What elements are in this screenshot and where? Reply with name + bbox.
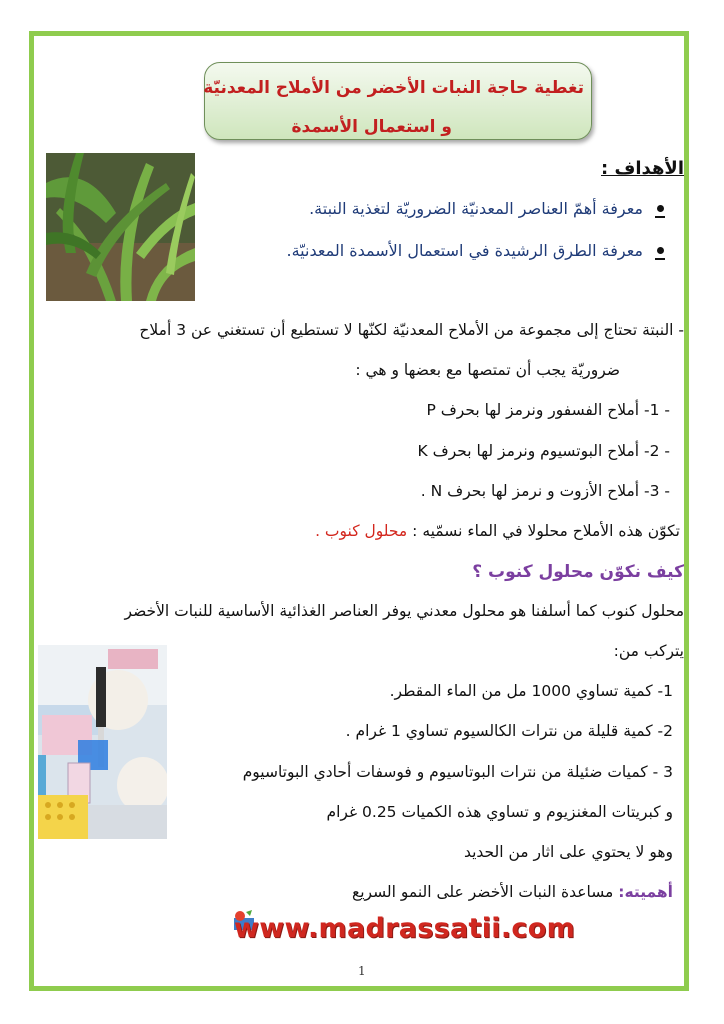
composition-item-3: 3 - كميات ضئيلة من نترات البوتاسيوم و فوسفات أحادي البوتاسيوم [242,763,673,781]
bullet-underline [655,216,665,218]
solution-line [315,522,680,540]
objective-item-1: معرفة أهمّ العناصر المعدنيّة الضروريّة لتغذية النبتة. [309,199,643,218]
bullet-icon [657,205,664,212]
how-paragraph-1: محلول كنوب كما أسلفنا هو محلول معدني يوفر العناصر الغذائية الأساسية للنبات الأخضر [124,602,684,620]
composition-item-2: 2- كمية قليلة من نترات الكالسيوم تساوي 1 غرام . [345,722,673,740]
bullet-icon [657,247,664,254]
how-paragraph-2: يتركب من: [613,642,684,660]
title-line-2: و استعمال الأسمدة [291,117,452,137]
laboratory-pipette-photo [38,645,167,839]
importance-label: أهميته: [618,883,673,901]
website-url[interactable]: www.madrassatii.com [234,913,575,944]
bullet-underline [655,258,665,260]
salt-item-1: - 1- أملاح الفسفور ونرمز لها بحرف P [426,401,670,419]
plant-photo [46,153,195,301]
title-line-1: تغطية حاجة النبات الأخضر من الأملاح المعدنيّة [203,78,584,98]
how-heading: كيف نكوّن محلول كنوب ؟ [472,562,684,582]
composition-item-5: وهو لا يحتوي على اثار من الحديد [463,843,673,861]
objectives-heading: الأهداف : [601,158,684,179]
objective-item-2: معرفة الطرق الرشيدة في استعمال الأسمدة المعدنيّة. [286,241,643,260]
composition-item-4: و كبريتات المغنزيوم و تساوي هذه الكميات 0.25 غرام [326,803,673,821]
solution-name: محلول كنوب . [315,522,408,540]
importance-text: مساعدة النبات الأخضر على النمو السريع [351,883,619,901]
composition-item-1: 1- كمية تساوي 1000 مل من الماء المقطر. [389,682,673,700]
salt-item-3: - 3- أملاح الأزوت و نرمز لها بحرف N . [420,482,670,500]
intro-line-2: ضروريّة يجب أن تمتصها مع بعضها و هي : [355,361,620,379]
page-number: 1 [358,964,366,978]
solution-prefix: تكوّن هذه الأملاح محلولا في الماء نسمّيه : [412,522,680,540]
importance-line [352,883,673,901]
intro-line-1: - النبتة تحتاج إلى مجموعة من الأملاح المعدنيّة لكنّها لا تستطيع أن تستغني عن 3 أملاح [139,321,684,339]
salt-item-2: - 2- أملاح البوتسيوم ونرمز لها بحرف K [417,442,670,460]
